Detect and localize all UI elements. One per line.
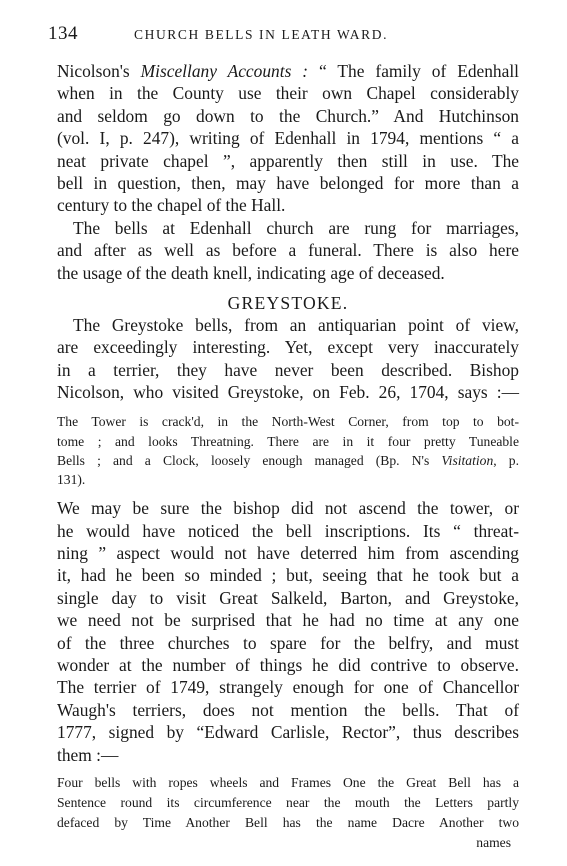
text-line: The Greystoke bells, from an antiquarian point of view,	[73, 314, 519, 335]
quote-line: Sentence round its circumference near the mouth the Letters partly	[57, 794, 519, 810]
text-line: (vol. I, p. 247), writing of Edenhall in 1794, mentions “ a	[57, 128, 519, 149]
text-line: the usage of the death knell, indicating age of deceased.	[57, 262, 445, 283]
paragraph-greystoke-intro	[57, 314, 519, 404]
text-line: neat private chapel ”, apparently then still in use. The	[57, 150, 519, 171]
paragraph-edenhall-bells	[57, 217, 519, 284]
text-line: The terrier of 1749, strangely enough for one of Chancellor	[57, 677, 519, 698]
quote-line: names	[476, 834, 511, 850]
text-line: and after as well as before a funeral. There is also here	[57, 240, 519, 261]
page-body	[57, 60, 519, 853]
italic-title: Visitation	[441, 452, 494, 468]
paragraph-bishop-visit	[57, 497, 519, 766]
quote-line: Bells ; and a Clock, loosely enough managed (Bp. N's Visitation, p.	[57, 452, 519, 468]
text-line: are exceedingly interesting. Yet, except very inaccurately	[57, 337, 519, 358]
section-heading: GREYSTOKE.	[227, 292, 349, 313]
text-line: it, had he been so minded ; but, seeing that he took but a	[57, 565, 519, 586]
running-head	[48, 22, 522, 46]
text-line: he would have noticed the bell inscriptions. Its “ threat-	[57, 520, 519, 541]
paragraph-edenhall-chapel	[57, 60, 519, 217]
text-line: when in the County use their own Chapel considerably	[57, 83, 519, 104]
page-number: 134	[48, 23, 78, 44]
text-line: ning ” aspect would not have deterred him from ascending	[57, 543, 519, 563]
text-line: Nicolson's Miscellany Accounts : “ The family of Edenhall	[57, 61, 520, 81]
quote-line: defaced by Time Another Bell has the name Dacre Another two	[57, 814, 519, 830]
quote-line: Four bells with ropes wheels and Frames One the Great Bell has a	[57, 774, 519, 790]
block-quote-visitation	[57, 412, 519, 489]
text-line: of the three churches to spare for the belfry, and must	[57, 632, 519, 653]
text-line: single day to visit Great Salkeld, Barton, and Greystoke,	[57, 587, 519, 608]
text-line: 1777, signed by “Edward Carlisle, Rector”, thus describes	[57, 722, 519, 743]
quote-line: tome ; and looks Threatning. There are in it four pretty Tuneable	[57, 433, 519, 449]
running-title: CHURCH BELLS IN LEATH WARD.	[134, 27, 389, 42]
quote-line: The Tower is crack'd, in the North-West Corner, from top to bot-	[57, 414, 519, 430]
text-line: wonder at the number of things he did contrive to observe.	[57, 654, 519, 675]
text-line: The bells at Edenhall church are rung for marriages,	[73, 217, 519, 238]
quote-line: 131).	[57, 472, 86, 488]
text-line: we need not be surprised that he had no time at any one	[57, 610, 519, 631]
italic-title: Miscellany Accounts :	[140, 61, 309, 81]
text-line: in a terrier, they have never been described. Bishop	[57, 359, 519, 380]
text-line: Nicolson, who visited Greystoke, on Feb. 26, 1704, says :—	[57, 382, 519, 403]
text-line: Waugh's terriers, does not mention the bells. That of	[57, 699, 519, 720]
text-line: century to the chapel of the Hall.	[57, 195, 286, 216]
text-line: them :—	[57, 744, 119, 765]
text-line: bell in question, then, may have belonged for more than a	[57, 172, 519, 193]
block-quote-terrier	[57, 773, 519, 853]
text-line: and seldom go down to the Church.” And Hutchinson	[57, 105, 519, 126]
text-line: We may be sure the bishop did not ascend the tower, or	[57, 498, 519, 519]
